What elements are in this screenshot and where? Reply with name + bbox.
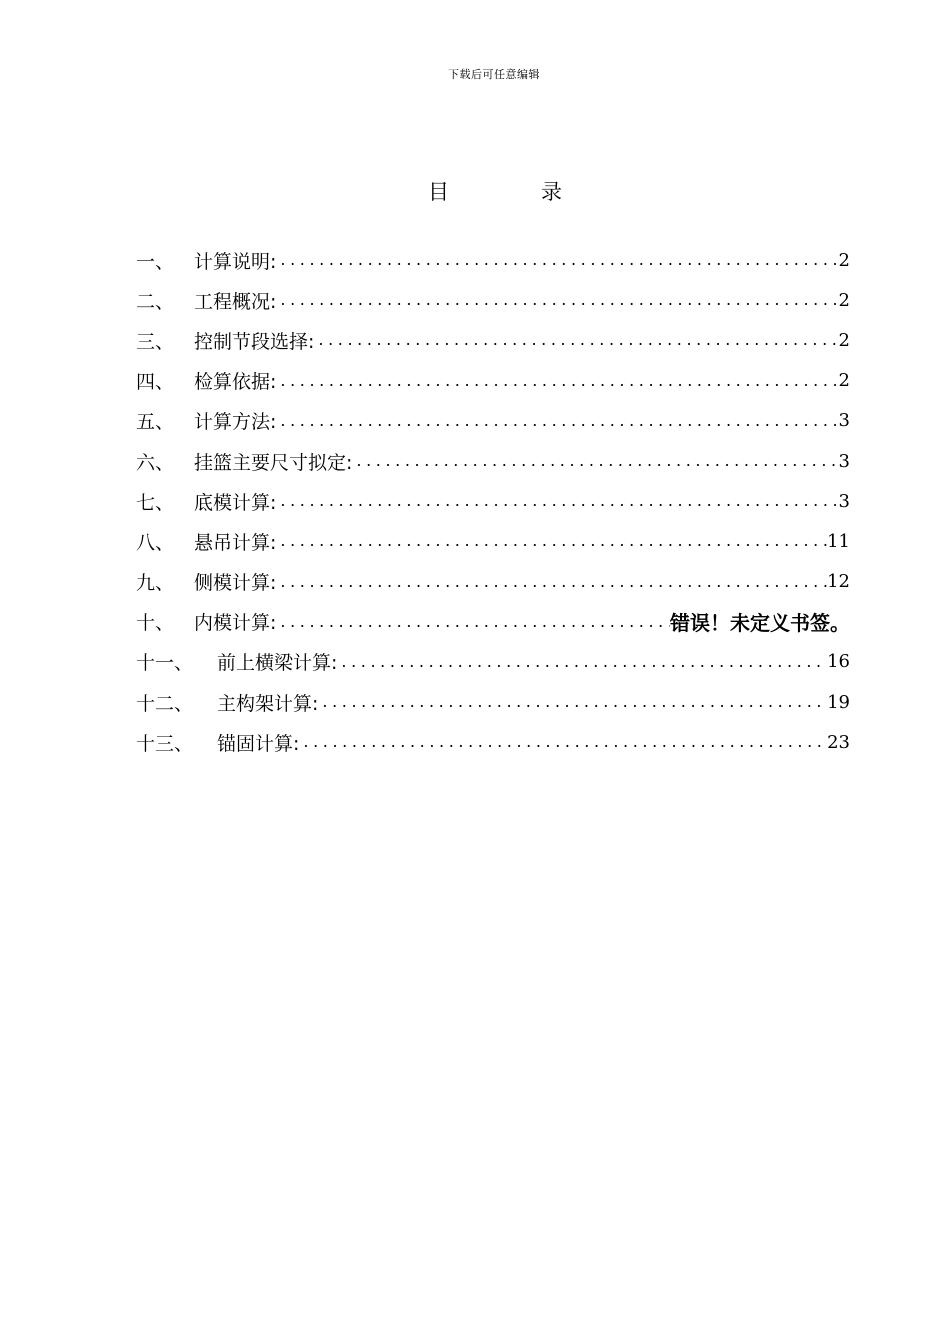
toc-entry-number: 六、 [136,451,175,474]
toc-entry[interactable] [136,401,850,441]
toc-entry-label: 悬吊计算: [194,531,277,554]
toc-title [428,176,562,206]
toc-leader-dots [276,614,670,630]
toc-entry-label: 锚固计算: [217,732,300,755]
toc-entry-page: 11 [827,530,850,552]
toc-entry-page: 3 [838,450,850,472]
toc-entry-label: 主构架计算: [217,692,319,715]
toc-entry[interactable] [136,441,850,481]
toc-entry-number: 十二、 [136,692,194,715]
toc-leader-dots [276,373,838,389]
toc-entry-number: 八、 [136,531,175,554]
toc-entry-label: 检算依据: [194,371,277,394]
toc-leader-dots [299,734,827,750]
toc-entry-number: 十、 [136,612,175,635]
toc-entry-label: 工程概况: [194,290,277,313]
toc-leader-dots [318,694,827,710]
table-of-contents [136,240,850,762]
toc-entry-page: 23 [827,731,850,753]
toc-entry[interactable] [136,562,850,602]
toc-entry-label: 前上横梁计算: [217,652,338,675]
toc-entry-label: 控制节段选择: [194,330,315,353]
toc-entry-label: 挂篮主要尺寸拟定: [194,451,353,474]
toc-entry[interactable] [136,280,850,320]
toc-entry-label: 底模计算: [194,491,277,514]
toc-entry-page: 2 [838,370,850,392]
toc-entry-label: 内模计算: [194,612,277,635]
toc-title-right: 录 [541,180,562,204]
toc-entry-label: 侧模计算: [194,572,277,595]
toc-entry-number: 三、 [136,330,175,353]
toc-entry-label: 计算说明: [194,250,277,273]
toc-leader-dots [337,654,827,670]
toc-entry-page: 3 [838,490,850,512]
toc-leader-dots [276,292,838,308]
toc-leader-dots [276,413,838,429]
toc-entry-page: 12 [827,571,850,593]
toc-entry-page: 2 [838,329,850,351]
toc-entry-number: 九、 [136,572,175,595]
page-header-note: 下载后可任意编辑 [448,68,540,81]
toc-entry[interactable] [136,521,850,561]
toc-entry-number: 十三、 [136,732,194,755]
toc-bookmark-error: 错误！未定义书签。 [670,611,850,636]
toc-entry-page: 16 [827,651,850,673]
toc-entry[interactable] [136,240,850,280]
toc-entry-page: 2 [838,289,850,311]
toc-leader-dots [276,493,838,509]
toc-entry-page: 19 [827,691,850,713]
toc-entry[interactable] [136,361,850,401]
toc-entry[interactable] [136,481,850,521]
toc-entry-number: 十一、 [136,652,194,675]
toc-entry-number: 七、 [136,491,175,514]
toc-entry-number: 四、 [136,371,175,394]
toc-entry[interactable] [136,642,850,682]
toc-entry-number: 一、 [136,250,175,273]
toc-entry[interactable] [136,722,850,762]
toc-entry[interactable] [136,682,850,722]
toc-leader-dots [276,533,827,549]
toc-title-left: 目 [428,180,449,204]
toc-entry-number: 二、 [136,290,175,313]
toc-entry[interactable] [136,602,850,642]
toc-leader-dots [352,453,838,469]
toc-entry[interactable] [136,320,850,360]
toc-entry-page: 2 [838,249,850,271]
toc-entry-label: 计算方法: [194,411,277,434]
toc-leader-dots [276,574,827,590]
toc-leader-dots [314,332,838,348]
toc-leader-dots [276,252,838,268]
toc-entry-page: 3 [838,410,850,432]
toc-entry-number: 五、 [136,411,175,434]
